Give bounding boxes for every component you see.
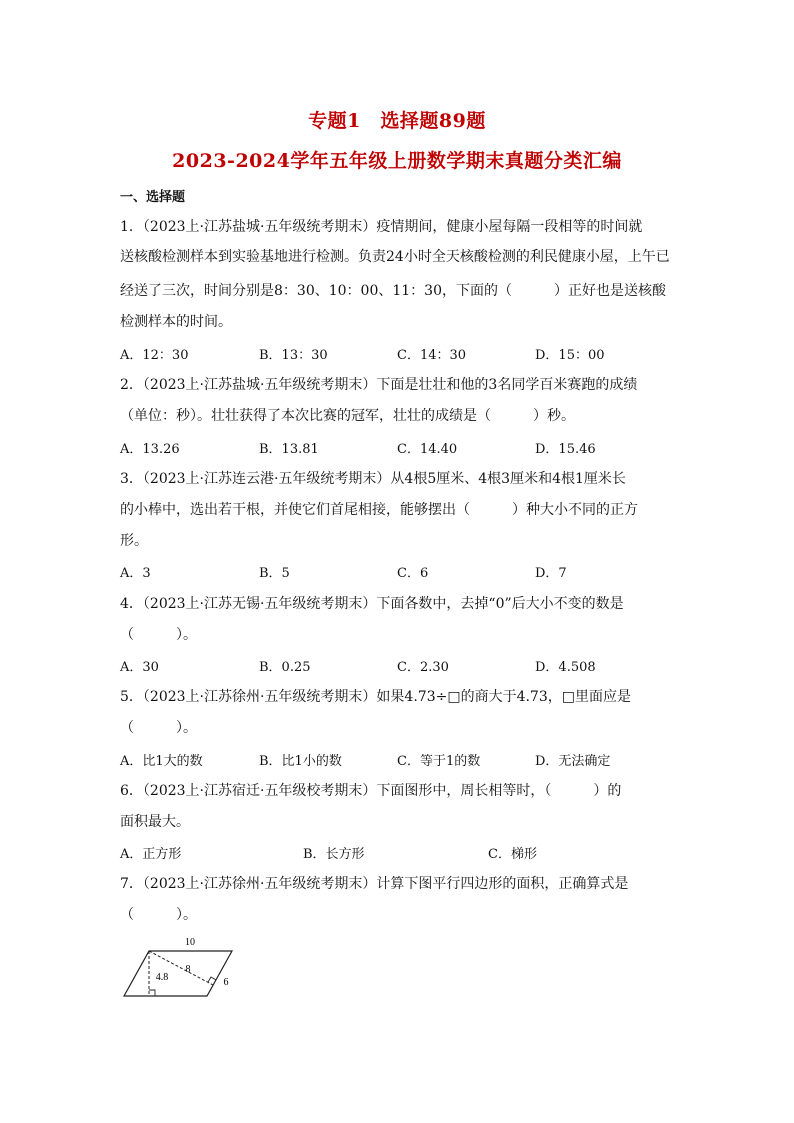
q3-option-b[interactable]: B．5	[259, 566, 290, 581]
label-top: 10	[185, 937, 195, 948]
label-height: 4.8	[155, 972, 169, 983]
q6-line-1: 6．（2023上·江苏宿迁·五年级校考期末）下面图形中，周长相等时，（ ）的	[120, 783, 622, 799]
q6-option-c[interactable]: C．梯形	[488, 847, 537, 862]
q6-line-2: 面积最大。	[120, 814, 190, 830]
q2-option-c[interactable]: C．14.40	[397, 442, 458, 457]
q2-line-1: 2．（2023上·江苏盐城·五年级统考期末）下面是壮壮和他的3名同学百米赛跑的成绩	[120, 377, 638, 393]
q5-line-1: 5．（2023上·江苏徐州·五年级统考期末）如果4.73÷□的商大于4.73，□里面应是	[120, 689, 631, 705]
q6-options	[120, 843, 680, 863]
q3-option-d[interactable]: D．7	[535, 566, 567, 581]
q4-line-2: （ ）。	[120, 627, 197, 643]
q3-option-c[interactable]: C．6	[397, 566, 429, 581]
q3-line-2: 的小棒中，选出若干根，并使它们首尾相接，能够摆出（ ）种大小不同的正方	[120, 502, 638, 518]
q6-option-b[interactable]: B．长方形	[303, 847, 365, 862]
q5-options	[120, 750, 680, 770]
q3-option-a[interactable]: A．3	[120, 566, 151, 581]
page-title: 专题1 选择题89题	[308, 110, 486, 132]
q5-line-2: （ ）。	[120, 720, 197, 736]
q2-line-2: （单位：秒）。壮壮获得了本次比赛的冠军，壮壮的成绩是（ ）秒。	[120, 408, 575, 424]
section-heading: 一、选择题	[120, 190, 186, 205]
q5-option-b[interactable]: B．比1小的数	[259, 754, 342, 769]
q1-option-c[interactable]: C．14：30	[397, 348, 467, 363]
q6-option-a[interactable]: A．正方形	[120, 847, 182, 862]
q1-line-1: 1．（2023上·江苏盐城·五年级统考期末）疫情期间，健康小屋每隔一段相等的时间就	[120, 219, 643, 235]
q1-line-2: 送核酸检测样本到实验基地进行检测。负责24小时全天核酸检测的利民健康小屋，上午已	[120, 249, 670, 265]
label-diagonal: 8	[185, 964, 191, 975]
q1-option-d[interactable]: D．15：00	[535, 348, 605, 363]
page-subtitle: 2023-2024学年五年级上册数学期末真题分类汇编	[172, 150, 622, 172]
q1-line-3: 经送了三次，时间分别是8：30、10：00、11：30，下面的（ ）正好也是送核酸	[120, 283, 666, 299]
q2-option-b[interactable]: B．13.81	[259, 442, 319, 457]
q4-option-a[interactable]: A．30	[120, 660, 159, 675]
q4-options	[120, 656, 680, 676]
q2-option-a[interactable]: A．13.26	[120, 442, 180, 457]
label-side: 6	[223, 977, 229, 988]
q5-option-a[interactable]: A．比1大的数	[120, 754, 203, 769]
q3-line-1: 3．（2023上·江苏连云港·五年级统考期末）从4根5厘米、4根3厘米和4根1厘米长	[120, 471, 626, 487]
q2-options	[120, 438, 680, 458]
parallelogram-shape	[124, 951, 232, 996]
q3-options	[120, 562, 680, 582]
q4-line-1: 4．（2023上·江苏无锡·五年级统考期末）下面各数中，去掉“0”后大小不变的数是	[120, 596, 624, 612]
q4-option-d[interactable]: D．4.508	[535, 660, 596, 675]
q3-line-3: 形。	[120, 533, 148, 549]
q4-option-b[interactable]: B．0.25	[259, 660, 311, 675]
q5-option-d[interactable]: D．无法确定	[535, 754, 611, 769]
q2-option-d[interactable]: D．15.46	[535, 442, 596, 457]
right-angle-mark-bottom	[149, 990, 155, 996]
q1-options	[120, 344, 680, 364]
q4-option-c[interactable]: C．2.30	[397, 660, 449, 675]
q1-line-4: 检测样本的时间。	[120, 314, 232, 330]
q1-option-a[interactable]: A．12：30	[120, 348, 189, 363]
q7-line-2: （ ）。	[120, 907, 197, 923]
q7-line-1: 7．（2023上·江苏徐州·五年级统考期末）计算下图平行四边形的面积，正确算式是	[120, 876, 629, 892]
q1-option-b[interactable]: B．13：30	[259, 348, 328, 363]
parallelogram-figure	[120, 932, 250, 1004]
q5-option-c[interactable]: C．等于1的数	[397, 754, 481, 769]
